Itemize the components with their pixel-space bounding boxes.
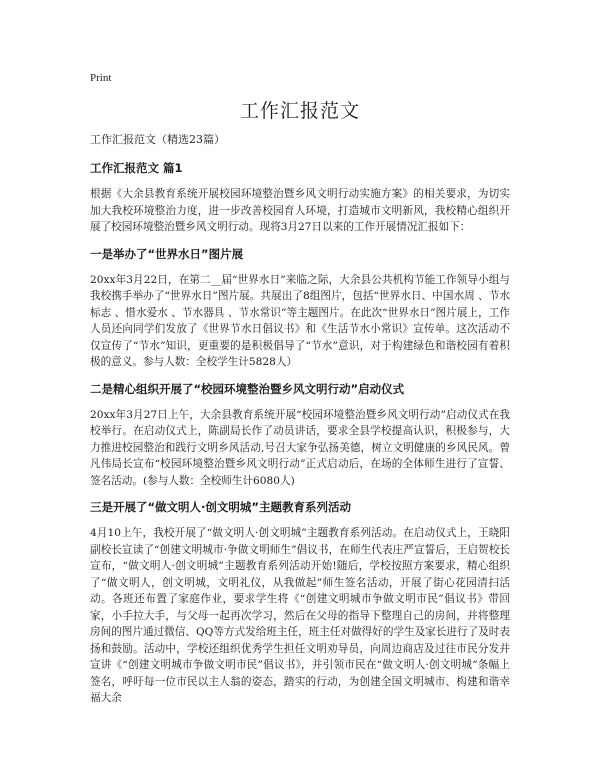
paragraph-launch-ceremony: 20xx年3月27日上午，大余县教育系统开展“校园环境整治暨乡风文明行动”启动仪式在我校举行。在启动仪式上，陈副局长作了动员讲话，要求全县学校提高认识，积极参与，大力推进校园整治和践行文明乡风活动,号召大家争弘扬美德，树立文明健康的乡风民风。曾凡伟局长宣布“校园环境整治暨乡风文明行动”正式启动后，在场的全体师生进行了宣誓、签名活动。(参与人数：全校师生计6080人) (90, 408, 510, 487)
heading-civilized-city: 三是开展了“做文明人·创文明城”主题教育系列活动 (90, 500, 351, 514)
page-title: 工作汇报范文 (239, 100, 360, 122)
heading-water-day: 一是举办了“世界水日”图片展 (90, 246, 244, 261)
document-subtitle: 工作汇报范文（精选23篇） (90, 133, 225, 146)
print-link[interactable]: Print (90, 72, 112, 84)
paragraph-civilized-city: 4月10上午，我校开展了“做文明人·创文明城”主题教育系列活动。在启动仪式上，王晓阳副校长宣读了“创建文明城市·争做文明师生”倡议书，在师生代表庄严宣誓后，王启贺校长宣布，“做文明人·创文明城”主题教育系列活动开始!随后，学校按照方案要求，精心组织了“做文明人，创文明城，文明礼仪，从我做起”师生签名活动，开展了街心花园清扫活动。各班还布置了家庭作业，要求学生将《“创建文明城市争做文明市民”倡议书》带回家，小手拉大手，与父母一起再次学习，然后在父母的指导下整理自己的房间，并将整理房间的图片通过微信、QQ等方式发给班主任，班主任对做得好的学生及家长进行了及时表扬和鼓励。活动中，学校还组织优秀学生担任文明劝导员，向周边商店及过往市民分发并宣讲《“创建文明城市争做文明市民”倡议书》，并引领市民在“做文明人·创文明城”条幅上签名，呼吁每一位市民以主人翁的姿态，踏实的行动，为创建全国文明城市、构建和谐幸福大余 (90, 527, 510, 704)
intro-paragraph: 根据《大余县教育系统开展校园环境整治暨乡风文明行动实施方案》的相关要求，为切实加大我校环境整治力度，进一步改善校园育人环境，打造城市文明新风，我校精心组织开展了校园环境整治暨乡风文明行动。现将3月27日以来的工作开展情况汇报如下： (90, 188, 510, 233)
section-heading: 工作汇报范文 篇1 (90, 161, 183, 175)
document-body (90, 132, 510, 717)
heading-launch-ceremony: 二是精心组织开展了“校园环境整治暨乡风文明行动”启动仪式 (90, 381, 405, 396)
paragraph-water-day: 20xx年3月22日，在第二__届“世界水日”来临之际，大余县公共机构节能工作领导小组与我校携手举办了“世界水日”图片展。共展出了8组图片，包括“世界水日、中国水周 、节水标志 、惜水爱水 、节水器具 、节水常识”等主题图片。在此次“世界水日”图片展上，工作人员还向同学们发放了《世界节水日倡议书》和《生活节水小常识》宣传单。这次活动不仅宣传了“节水”知识，更重要的是积极倡导了“节水”意识，对于构建绿色和谐校园有着积极的意义。参与人数：全校学生计5828人） (90, 273, 510, 368)
